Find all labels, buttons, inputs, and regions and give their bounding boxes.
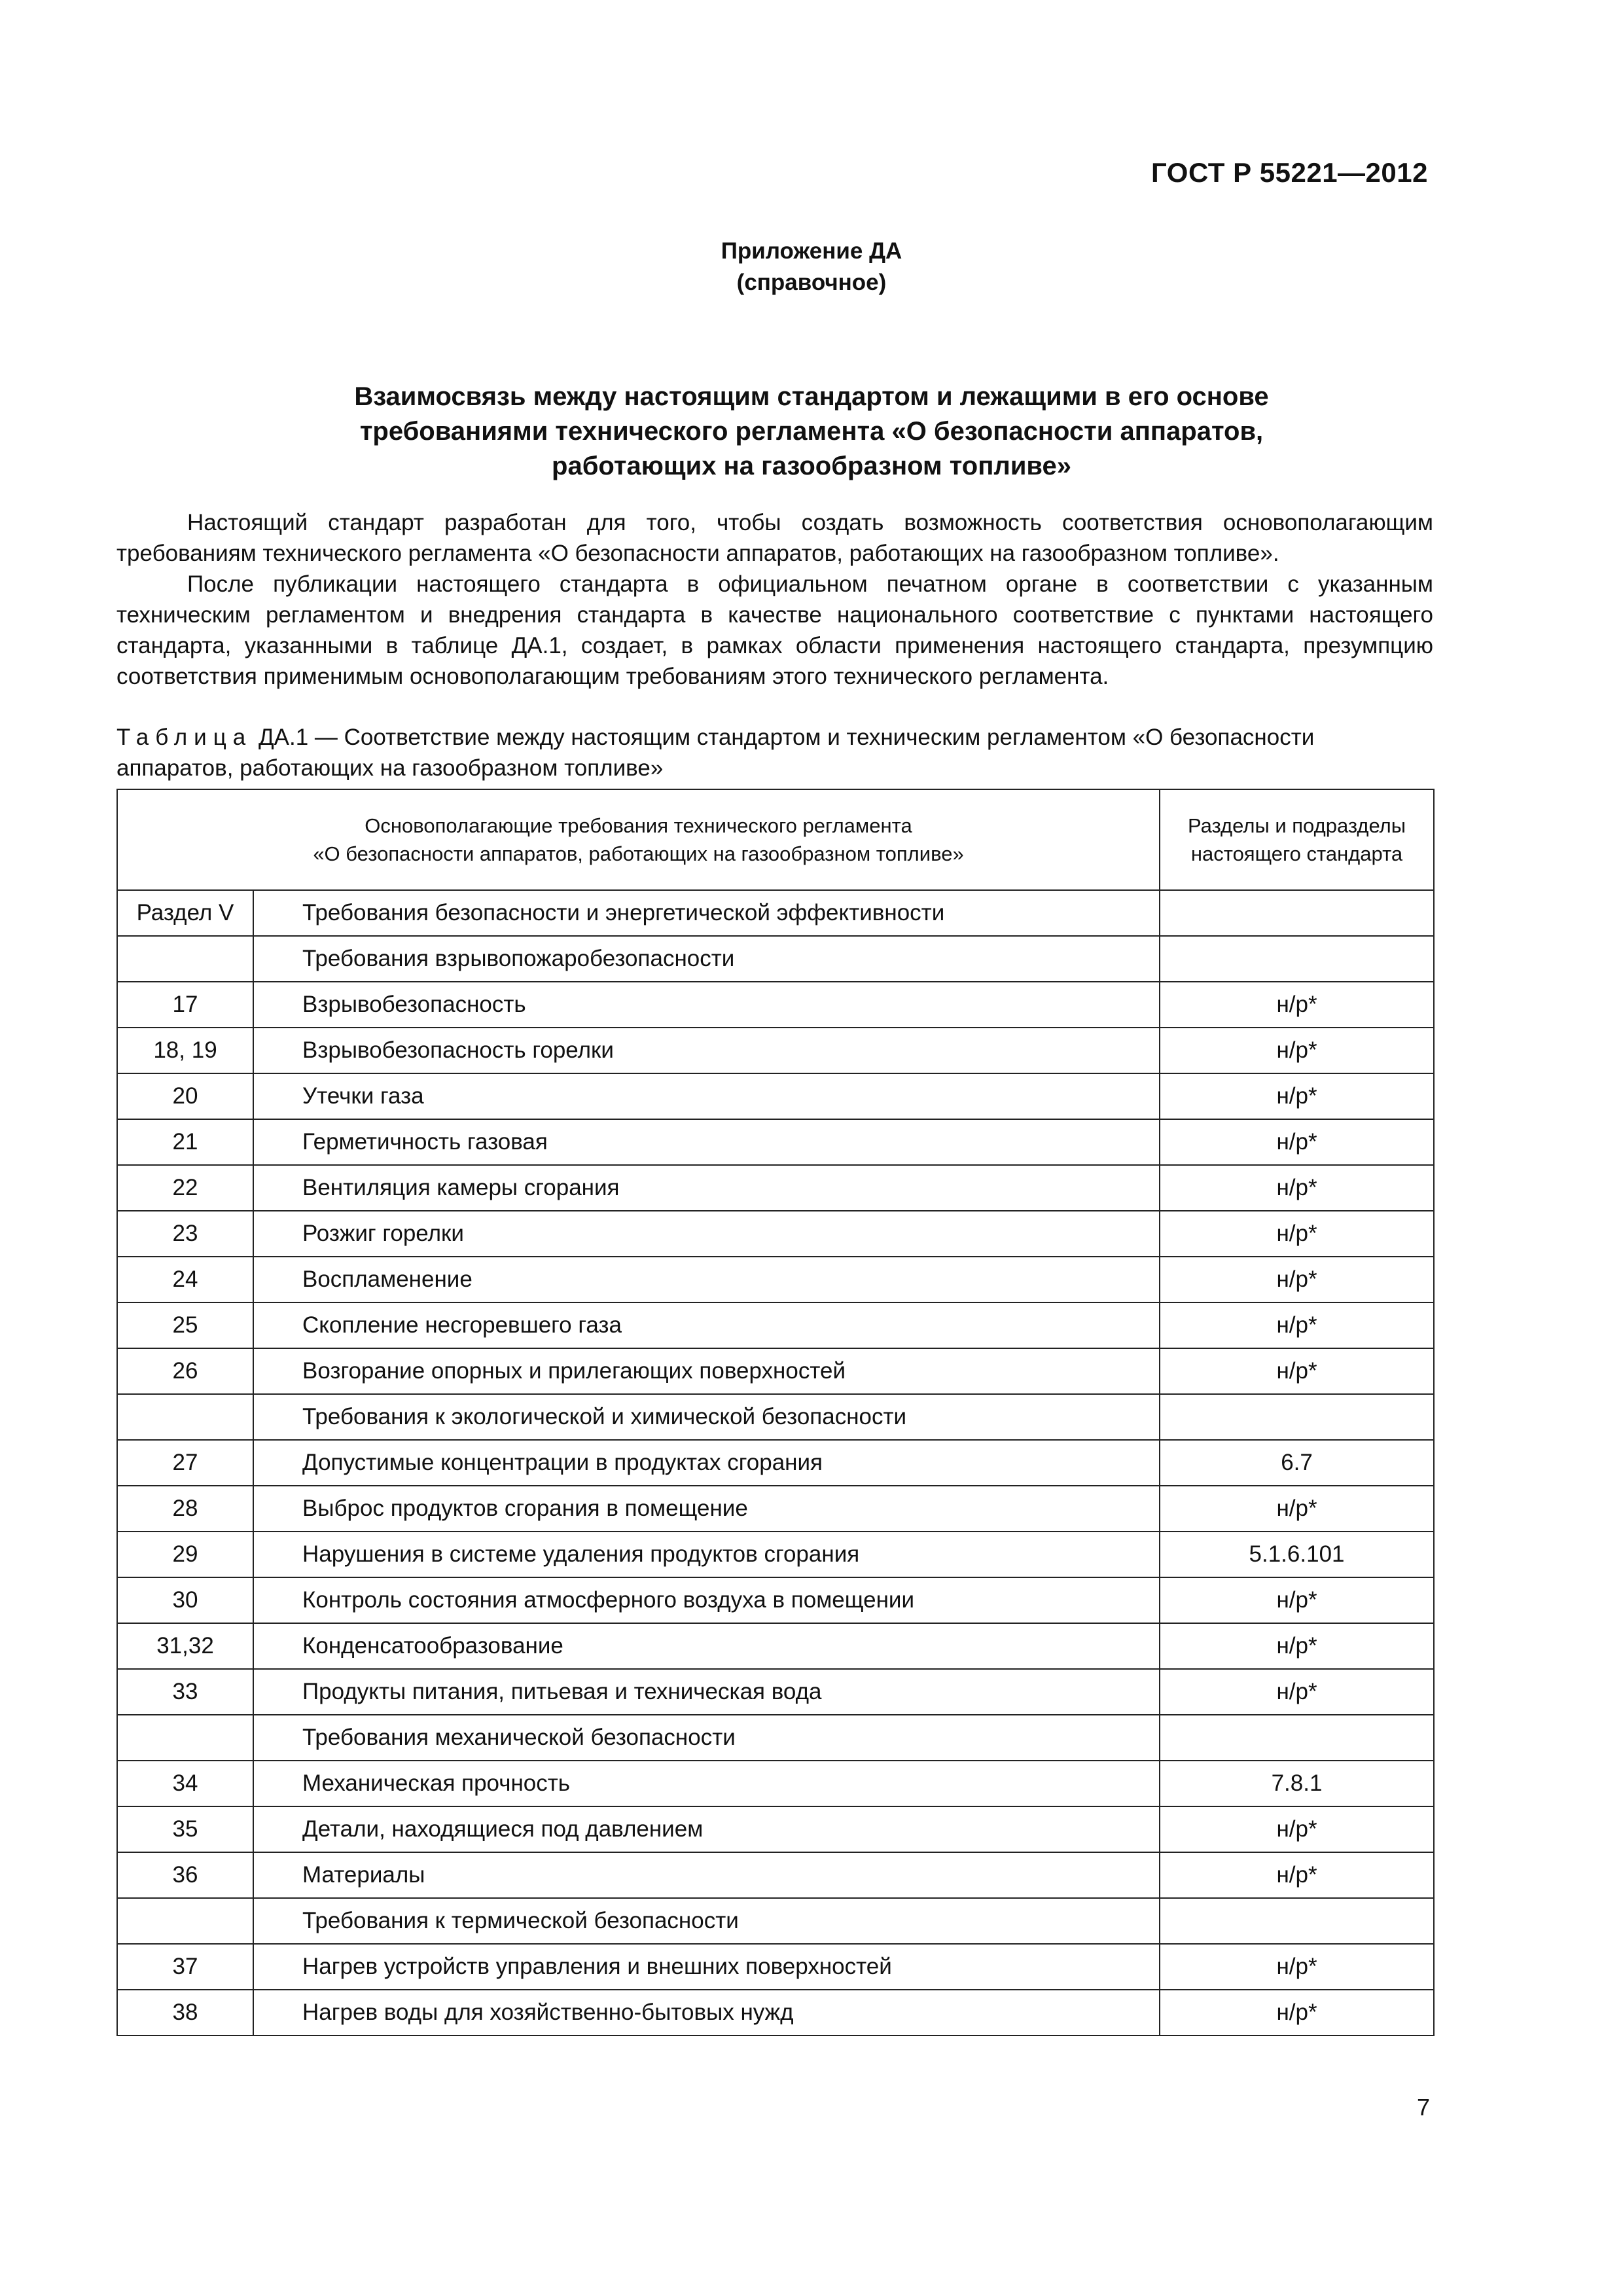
row-number-cell: Раздел V	[117, 890, 253, 936]
row-number-cell: 17	[117, 982, 253, 1028]
row-number-cell: 25	[117, 1302, 253, 1348]
standard-section-cell: 6.7	[1160, 1440, 1434, 1486]
header-sections-line-2: настоящего стандарта	[1190, 842, 1403, 865]
requirement-name-cell: Конденсатообразование	[253, 1623, 1160, 1669]
page-number: 7	[1416, 2094, 1430, 2121]
row-number-cell: 28	[117, 1486, 253, 1532]
table-row	[117, 1577, 1434, 1623]
table-caption	[116, 722, 1433, 783]
paragraph: После публикации настоящего стандарта в официальном печатном органе в соответствии с указанным техническим регламентом и внедрения стандарта в качестве национального соответствие с пунктами настоящего стандарта, указанными в таблице ДА.1, создает, в рамках области применения настоящего стандарта, презумпцию соответствия применимым основополагающим требованиям этого технического регламента.	[116, 571, 1433, 689]
row-number-cell: 20	[117, 1073, 253, 1119]
table-row	[117, 1073, 1434, 1119]
requirement-name-cell: Продукты питания, питьевая и техническая вода	[253, 1669, 1160, 1715]
row-number-cell: 35	[117, 1806, 253, 1852]
requirement-name-cell: Воспламенение	[253, 1257, 1160, 1302]
requirement-name-cell: Требования к экологической и химической безопасности	[253, 1394, 1160, 1440]
standard-section-cell	[1160, 1715, 1434, 1761]
table-caption-label: Таблица	[116, 725, 253, 750]
header-requirements-line-1: Основополагающие требования технического регламента	[365, 814, 912, 837]
row-number-cell: 36	[117, 1852, 253, 1898]
standard-section-cell: н/р*	[1160, 1806, 1434, 1852]
standard-section-cell	[1160, 890, 1434, 936]
standard-section-cell: н/р*	[1160, 982, 1434, 1028]
standard-code: ГОСТ Р 55221—2012	[1151, 157, 1428, 188]
header-sections	[1160, 789, 1434, 890]
requirement-name-cell: Требования к термической безопасности	[253, 1898, 1160, 1944]
requirement-name-cell: Герметичность газовая	[253, 1119, 1160, 1165]
requirements-table	[116, 789, 1435, 2036]
header-sections-line-1: Разделы и подразделы	[1187, 814, 1406, 837]
requirement-name-cell: Материалы	[253, 1852, 1160, 1898]
requirement-name-cell: Контроль состояния атмосферного воздуха в помещении	[253, 1577, 1160, 1623]
table-row	[117, 1532, 1434, 1577]
standard-section-cell: н/р*	[1160, 1257, 1434, 1302]
requirement-name-cell: Требования механической безопасности	[253, 1715, 1160, 1761]
header-requirements	[117, 789, 1160, 890]
table-row	[117, 1165, 1434, 1211]
row-number-cell: 24	[117, 1257, 253, 1302]
row-number-cell: 21	[117, 1119, 253, 1165]
row-number-cell	[117, 1898, 253, 1944]
requirement-name-cell: Механическая прочность	[253, 1761, 1160, 1806]
table-row	[117, 1623, 1434, 1669]
row-number-cell	[117, 1394, 253, 1440]
requirement-name-cell: Допустимые концентрации в продуктах сгорания	[253, 1440, 1160, 1486]
row-number-cell: 18, 19	[117, 1028, 253, 1073]
requirement-name-cell: Взрывобезопасность горелки	[253, 1028, 1160, 1073]
table-row	[117, 1990, 1434, 2036]
requirement-name-cell: Выброс продуктов сгорания в помещение	[253, 1486, 1160, 1532]
row-number-cell: 33	[117, 1669, 253, 1715]
appendix-type: (справочное)	[736, 270, 887, 295]
standard-section-cell: н/р*	[1160, 1073, 1434, 1119]
table-row	[117, 1806, 1434, 1852]
standard-section-cell: н/р*	[1160, 1211, 1434, 1257]
row-number-cell: 23	[117, 1211, 253, 1257]
requirement-name-cell: Требования взрывопожаробезопасности	[253, 936, 1160, 982]
row-number-cell	[117, 1715, 253, 1761]
requirement-name-cell: Вентиляция камеры сгорания	[253, 1165, 1160, 1211]
requirement-name-cell: Скопление несгоревшего газа	[253, 1302, 1160, 1348]
body-text	[116, 507, 1433, 692]
table-row	[117, 1715, 1434, 1761]
paragraph: Настоящий стандарт разработан для того, чтобы создать возможность соответствия основополагающим требованиям технического регламента «О безопасности аппаратов, работающих на газообразном топливе».	[116, 510, 1433, 566]
requirement-name-cell: Требования безопасности и энергетической эффективности	[253, 890, 1160, 936]
standard-section-cell: н/р*	[1160, 1165, 1434, 1211]
table-row	[117, 1348, 1434, 1394]
row-number-cell: 27	[117, 1440, 253, 1486]
title-line-2: требованиями технического регламента «О безопасности аппаратов,	[359, 417, 1264, 446]
table-caption-text: ДА.1 — Соответствие между настоящим стандартом и техническим регламентом «О безопасности аппаратов, работающих на газообразном топливе»	[116, 725, 1315, 781]
table-row	[117, 1211, 1434, 1257]
table-row	[117, 1302, 1434, 1348]
table-row	[117, 1440, 1434, 1486]
row-number-cell: 37	[117, 1944, 253, 1990]
table-row	[117, 1944, 1434, 1990]
standard-section-cell	[1160, 1898, 1434, 1944]
table-row	[117, 1119, 1434, 1165]
document-title	[0, 380, 1623, 484]
standard-section-cell: н/р*	[1160, 1944, 1434, 1990]
standard-section-cell	[1160, 936, 1434, 982]
table-row	[117, 1486, 1434, 1532]
row-number-cell: 34	[117, 1761, 253, 1806]
table-row	[117, 1394, 1434, 1440]
appendix-heading	[0, 236, 1623, 298]
row-number-cell: 30	[117, 1577, 253, 1623]
table-row	[117, 890, 1434, 936]
table-header-row	[117, 789, 1434, 890]
standard-section-cell: 5.1.6.101	[1160, 1532, 1434, 1577]
table-row	[117, 1898, 1434, 1944]
table-row	[117, 1852, 1434, 1898]
table-row	[117, 1257, 1434, 1302]
standard-section-cell: н/р*	[1160, 1119, 1434, 1165]
table-row	[117, 982, 1434, 1028]
standard-section-cell: н/р*	[1160, 1348, 1434, 1394]
standard-section-cell: н/р*	[1160, 1623, 1434, 1669]
table-row	[117, 1761, 1434, 1806]
standard-section-cell: 7.8.1	[1160, 1761, 1434, 1806]
requirement-name-cell: Нагрев воды для хозяйственно-бытовых нужд	[253, 1990, 1160, 2036]
requirement-name-cell: Нагрев устройств управления и внешних поверхностей	[253, 1944, 1160, 1990]
requirement-name-cell: Возгорание опорных и прилегающих поверхностей	[253, 1348, 1160, 1394]
title-line-3: работающих на газообразном топливе»	[552, 452, 1071, 480]
row-number-cell: 22	[117, 1165, 253, 1211]
requirement-name-cell: Нарушения в системе удаления продуктов сгорания	[253, 1532, 1160, 1577]
standard-section-cell	[1160, 1394, 1434, 1440]
table-row	[117, 1028, 1434, 1073]
row-number-cell: 29	[117, 1532, 253, 1577]
table-row	[117, 1669, 1434, 1715]
requirement-name-cell: Взрывобезопасность	[253, 982, 1160, 1028]
requirement-name-cell: Розжиг горелки	[253, 1211, 1160, 1257]
table-body	[117, 890, 1434, 2036]
standard-section-cell: н/р*	[1160, 1028, 1434, 1073]
table-row	[117, 936, 1434, 982]
appendix-title: Приложение ДА	[721, 238, 902, 264]
standard-section-cell: н/р*	[1160, 1852, 1434, 1898]
header-requirements-line-2: «О безопасности аппаратов, работающих на газообразном топливе»	[313, 842, 964, 865]
row-number-cell: 31,32	[117, 1623, 253, 1669]
row-number-cell: 26	[117, 1348, 253, 1394]
row-number-cell: 38	[117, 1990, 253, 2036]
standard-section-cell: н/р*	[1160, 1990, 1434, 2036]
standard-section-cell: н/р*	[1160, 1669, 1434, 1715]
title-line-1: Взаимосвязь между настоящим стандартом и лежащими в его основе	[354, 382, 1269, 411]
standard-section-cell: н/р*	[1160, 1302, 1434, 1348]
standard-section-cell: н/р*	[1160, 1577, 1434, 1623]
requirement-name-cell: Утечки газа	[253, 1073, 1160, 1119]
standard-section-cell: н/р*	[1160, 1486, 1434, 1532]
row-number-cell	[117, 936, 253, 982]
requirement-name-cell: Детали, находящиеся под давлением	[253, 1806, 1160, 1852]
